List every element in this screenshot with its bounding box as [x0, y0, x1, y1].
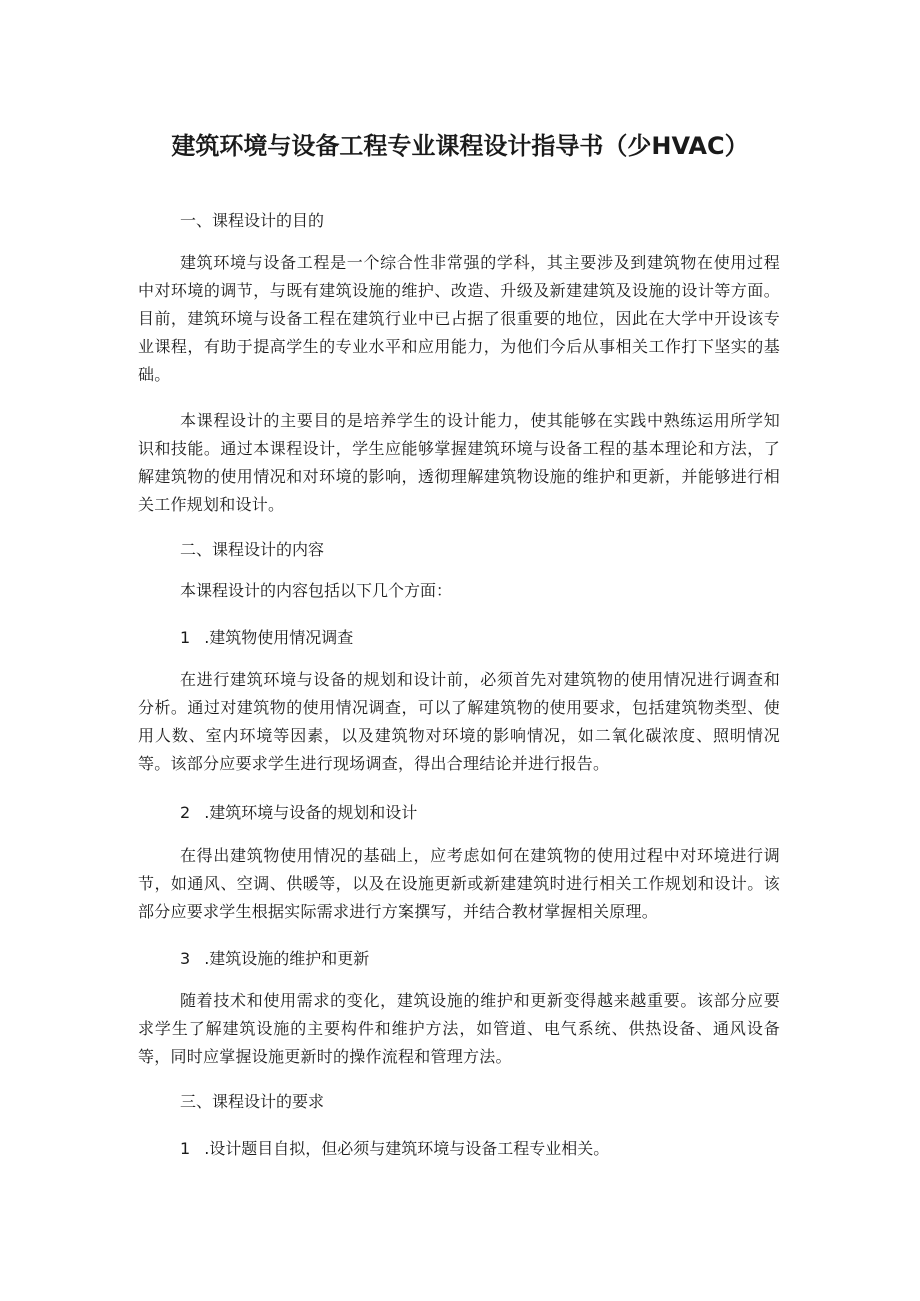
- requirement-item-1: [180, 1135, 780, 1163]
- content-item-1-text: 在进行建筑环境与设备的规划和设计前，必须首先对建筑物的使用情况进行调查和分析。通过对建筑物的使用情况调查，可以了解建筑物的使用要求，包括建筑物类型、使用人数、室内环境等因素，以及建筑物对环境的影响情况，如二氧化碳浓度、照明情况等。该部分应要求学生进行现场调查，得出合理结论并进行报告。: [138, 670, 780, 773]
- item-number: 2: [180, 803, 191, 822]
- document-title: 建筑环境与设备工程专业课程设计指导书（少HVAC）: [171, 132, 749, 160]
- item-title: .建筑设施的维护和更新: [204, 949, 370, 968]
- content-intro: 本课程设计的内容包括以下几个方面：: [180, 581, 453, 600]
- section-heading-purpose: 一、课程设计的目的: [180, 211, 325, 230]
- content-item-2-title: [180, 799, 780, 827]
- item-number: 1: [180, 628, 191, 647]
- item-title: .设计题目自拟，但必须与建筑环境与设备工程专业相关。: [204, 1139, 610, 1158]
- content-item-1-title: [180, 624, 780, 652]
- item-number: 1: [180, 1139, 191, 1158]
- paragraph-purpose-2: 本课程设计的主要目的是培养学生的设计能力，使其能够在实践中熟练运用所学知识和技能。通过本课程设计，学生应能够掌握建筑环境与设备工程的基本理论和方法，了解建筑物的使用情况和对环境的影响，透彻理解建筑物设施的维护和更新，并能够进行相关工作规划和设计。: [138, 411, 780, 514]
- item-number: 3: [180, 949, 191, 968]
- section-heading-requirements: 三、课程设计的要求: [180, 1092, 325, 1111]
- content-item-2-text: 在得出建筑物使用情况的基础上，应考虑如何在建筑物的使用过程中对环境进行调节，如通风、空调、供暖等，以及在设施更新或新建建筑时进行相关工作规划和设计。该部分应要求学生根据实际需求进行方案撰写，并结合教材掌握相关原理。: [138, 846, 780, 921]
- item-title: .建筑环境与设备的规划和设计: [204, 803, 418, 822]
- content-item-3-text: 随着技术和使用需求的变化，建筑设施的维护和更新变得越来越重要。该部分应要求学生了解建筑设施的主要构件和维护方法，如管道、电气系统、供热设备、通风设备等，同时应掌握设施更新时的操作流程和管理方法。: [138, 991, 780, 1066]
- paragraph-purpose-1: 建筑环境与设备工程是一个综合性非常强的学科，其主要涉及到建筑物在使用过程中对环境的调节，与既有建筑设施的维护、改造、升级及新建建筑及设施的设计等方面。目前，建筑环境与设备工程在建筑行业中已占据了很重要的地位，因此在大学中开设该专业课程，有助于提高学生的专业水平和应用能力，为他们今后从事相关工作打下坚实的基础。: [138, 253, 780, 384]
- content-item-3-title: [180, 945, 780, 973]
- section-heading-content: 二、课程设计的内容: [180, 540, 325, 559]
- item-title: .建筑物使用情况调查: [204, 628, 354, 647]
